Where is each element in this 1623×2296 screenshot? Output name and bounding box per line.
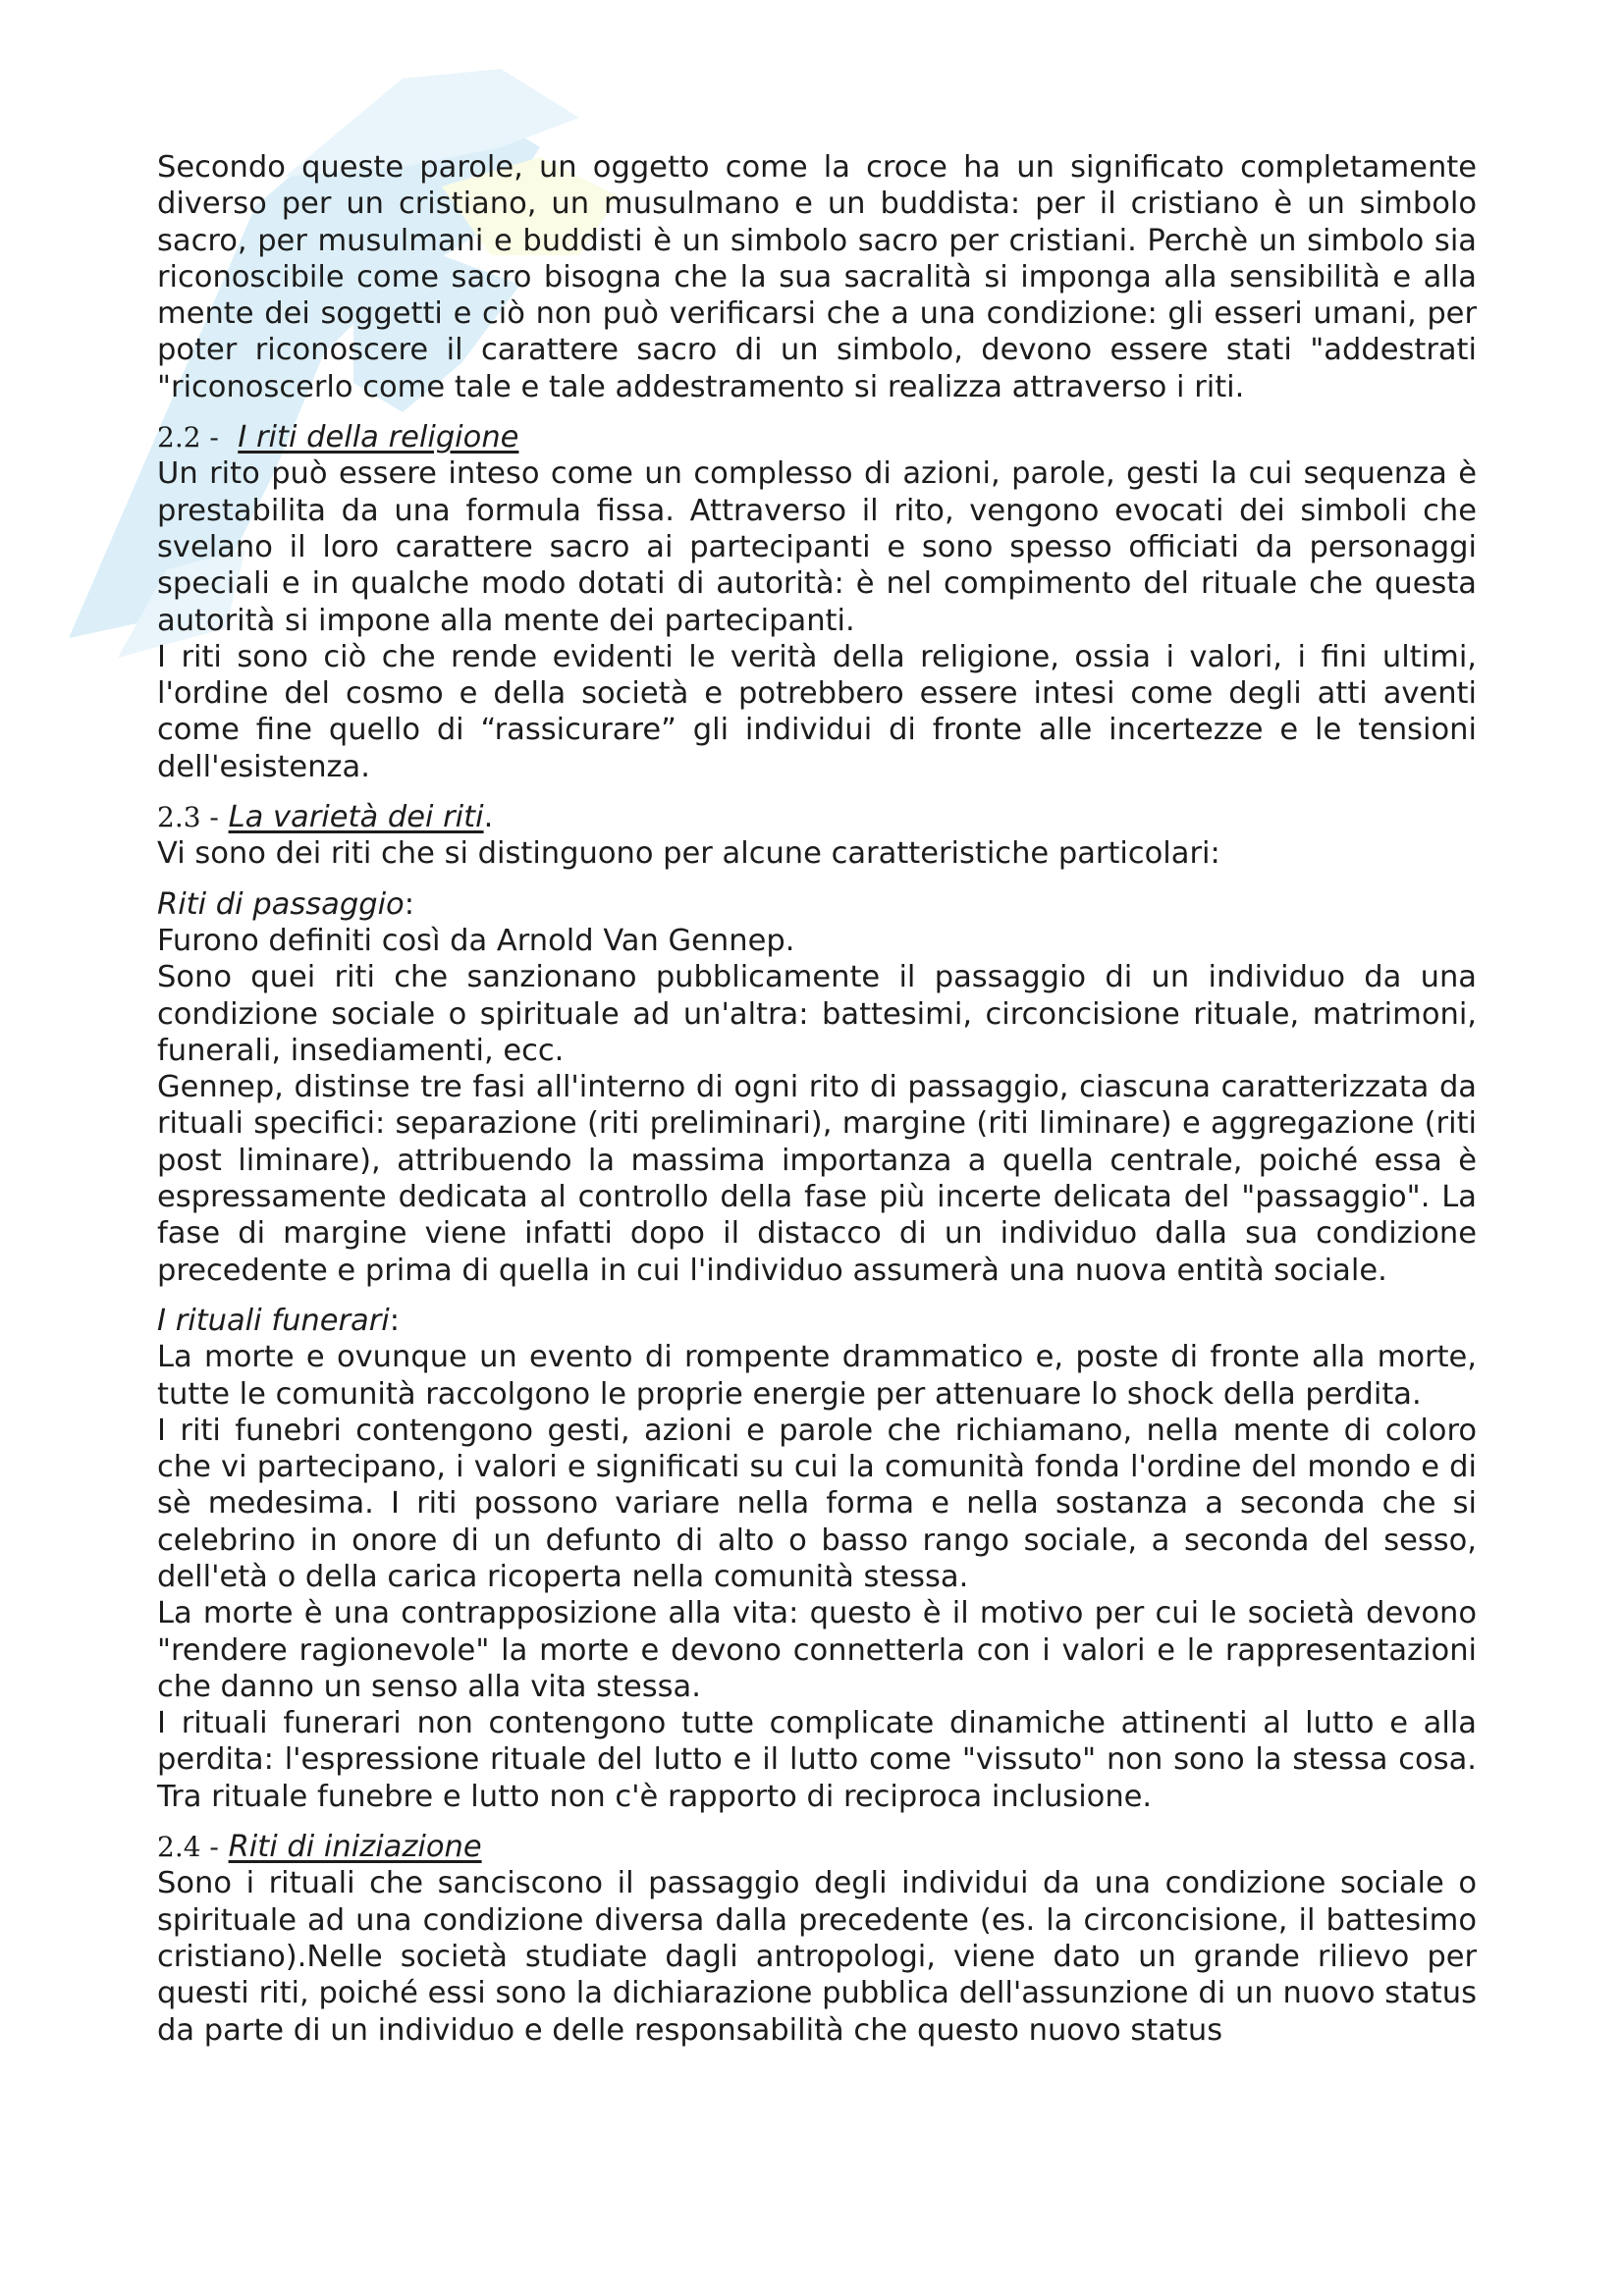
paragraph: Vi sono dei riti che si distinguono per alcune caratteristiche particolari: — [157, 836, 1220, 872]
section-title-suffix: . — [483, 800, 494, 835]
section-number: 2.4 - — [157, 1831, 219, 1864]
subheading-riti-di-passaggio — [157, 886, 1477, 923]
spacer — [157, 785, 1477, 799]
paragraph: La morte e ovunque un evento di rompente drammatico e, poste di fronte alla morte, tutte le comunità raccolgono le proprie energie per attenuare lo shock della perdita. — [157, 1340, 1477, 1412]
section-title: La varietà dei riti — [228, 800, 484, 835]
section-heading-2-2 — [157, 419, 1477, 455]
section-heading-2-4 — [157, 1829, 1477, 1865]
section-title: Riti di iniziazione — [228, 1830, 482, 1865]
spacer — [157, 1289, 1477, 1303]
spacer — [157, 405, 1477, 419]
subheading-colon: : — [389, 1303, 401, 1338]
paragraph: I riti sono ciò che rende evidenti le verità della religione, ossia i valori, i fini ultimi, l'ordine del cosmo e della società e potrebbero essere intesi come degli atti aventi come fine quello di “rassicurare” gli individui di fronte alle incertezze e le tensioni dell'esistenza. — [157, 639, 1477, 784]
paragraph: I riti funebri contengono gesti, azioni e parole che richiamano, nella mente di coloro che vi partecipano, i valori e significati su cui la comunità fonda l'ordine del mondo e di sè medesima. I riti possono variare nella forma e nella sostanza a seconda che si celebrino in onore di un defunto di alto o basso rango sociale, a seconda del sesso, dell'età o della carica ricoperta nella comunità stessa. — [157, 1413, 1477, 1594]
subheading-text: I rituali funerari — [157, 1303, 390, 1338]
paragraph: I rituali funerari non contengono tutte complicate dinamiche attinenti al lutto e alla perdita: l'espressione rituale del lutto e il lutto come "vissuto" non sono la stessa cosa. Tra rituale funebre e lutto non c'è rapporto di reciproca inclusione. — [157, 1706, 1477, 1814]
document-body — [157, 149, 1477, 2049]
section-title: I riti della religione — [238, 420, 519, 455]
paragraph: Furono definiti così da Arnold Van Gennep. — [157, 923, 795, 958]
intro-paragraph: Secondo queste parole, un oggetto come la croce ha un significato completamente diverso per un cristiano, un musulmano e un buddista: per il cristiano è un simbolo sacro, per musulmani e buddisti è un simbolo sacro per cristiani. Perchè un simbolo sia riconoscibile come sacro bisogna che la sua sacralità si imponga alla sensibilità e alla mente dei soggetti e ciò non può verificarsi che a una condizione: gli esseri umani, per poter riconoscere il carattere sacro di un simbolo, devono essere stati "addestrati "riconoscerlo come tale e tale addestramento si realizza attraverso i riti. — [157, 150, 1477, 404]
paragraph: Sono i rituali che sanciscono il passaggio degli individui da una condizione sociale o spirituale ad una condizione diversa dalla precedente (es. la circoncisione, il battesimo cristiano).Nelle società studiate dagli antropologi, viene dato un grande rilievo per questi riti, poiché essi sono la dichiarazione pubblica dell'assunzione di un nuovo status da parte di un individuo e delle responsabilità che questo nuovo status — [157, 1866, 1477, 2048]
paragraph: Sono quei riti che sanzionano pubblicamente il passaggio di un individuo da una condizione sociale o spirituale ad un'altra: battesimi, circoncisione rituale, matrimoni, funerali, insediamenti, ecc. — [157, 960, 1477, 1068]
subheading-colon: : — [404, 886, 414, 922]
spacer — [157, 1815, 1477, 1829]
paragraph: Gennep, distinse tre fasi all'interno di ogni rito di passaggio, ciascuna caratterizzata da rituali specifici: separazione (riti preliminari), margine (riti liminare) e aggregazione (riti post liminare), attribuendo la massima importanza a quella centrale, poiché essa è espressamente dedicata al controllo della fase più incerte delicata del "passaggio". La fase di margine viene infatti dopo il distacco di un individuo dalla sua condizione precedente e prima di quella in cui l'individuo assumerà una nuova entità sociale. — [157, 1070, 1477, 1288]
section-number: 2.3 - — [157, 801, 219, 834]
subheading-rituali-funerari — [157, 1303, 1477, 1339]
subheading-text: Riti di passaggio — [157, 886, 405, 922]
paragraph: Un rito può essere inteso come un complesso di azioni, parole, gesti la cui sequenza è prestabilita da una formula fissa. Attraverso il rito, vengono evocati dei simboli che svelano il loro carattere sacro ai partecipanti e sono spesso officiati da personaggi speciali e in qualche modo dotati di autorità: è nel compimento del rituale che questa autorità si impone alla mente dei partecipanti. — [157, 456, 1477, 638]
section-number: 2.2 - — [157, 421, 219, 454]
section-heading-2-3 — [157, 799, 1477, 835]
spacer — [157, 873, 1477, 886]
paragraph: La morte è una contrapposizione alla vita: questo è il motivo per cui le società devono "rendere ragionevole" la morte e devono connetterla con i valori e le rappresentazioni che danno un senso alla vita stessa. — [157, 1596, 1477, 1704]
